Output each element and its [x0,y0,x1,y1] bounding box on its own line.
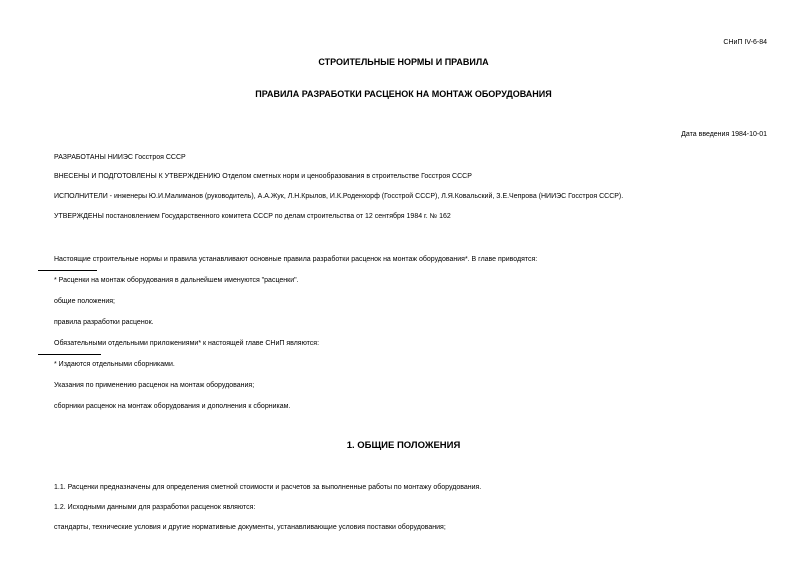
executors: ИСПОЛНИТЕЛИ - инженеры Ю.И.Малиманов (руководитель), А.А.Жук, Л.Н.Крылов, И.К.Роденхорф (Госстрой СССР), Л.Я.Ковальский, З.Е.Чепрова (НИИЭС Госстроя СССР). [54,193,624,200]
document-subtitle: ПРАВИЛА РАЗРАБОТКИ РАСЦЕНОК НА МОНТАЖ ОБОРУДОВАНИЯ [255,89,552,99]
footnote-divider-2 [38,354,101,355]
list-item-rules: правила разработки расценок. [54,319,154,326]
intro-paragraph: Настоящие строительные нормы и правила устанавливают основные правила разработки расценок на монтаж оборудования*. В главе приводятся: [54,256,538,263]
appendix-item-2: сборники расценок на монтаж оборудования и дополнения к сборникам. [54,403,291,410]
submitted-by: ВНЕСЕНЫ И ПОДГОТОВЛЕНЫ К УТВЕРЖДЕНИЮ Отделом сметных норм и ценообразования в строительстве Госстроя СССР [54,173,472,180]
appendices-paragraph: Обязательными отдельными приложениями* к настоящей главе СНиП являются: [54,340,320,347]
appendix-item-1: Указания по применению расценок на монтаж оборудования; [54,382,255,389]
footnote-divider-1 [38,270,97,271]
footnote-2: * Издаются отдельными сборниками. [54,361,175,368]
section-1-title: 1. ОБЩИЕ ПОЛОЖЕНИЯ [346,440,461,451]
document-title: СТРОИТЕЛЬНЫЕ НОРМЫ И ПРАВИЛА [318,57,489,67]
introduction-date: Дата введения 1984-10-01 [681,131,767,138]
paragraph-1-1: 1.1. Расценки предназначены для определения сметной стоимости и расчетов за выполненные работы по монтажу оборудования. [54,484,482,491]
developed-by: РАЗРАБОТАНЫ НИИЭС Госстроя СССР [54,154,186,161]
paragraph-1-2: 1.2. Исходными данными для разработки расценок являются: [54,504,256,511]
footnote-1: * Расценки на монтаж оборудования в дальнейшем именуются "расценки". [54,277,299,284]
list-item-general: общие положения; [54,298,116,305]
document-code: СНиП IV-6-84 [723,39,767,46]
approved-by: УТВЕРЖДЕНЫ постановлением Государственного комитета СССР по делам строительства от 12 сентября 1984 г. № 162 [54,213,451,220]
paragraph-1-2-a: стандарты, технические условия и другие нормативные документы, устанавливающие условия поставки оборудования; [54,524,446,531]
